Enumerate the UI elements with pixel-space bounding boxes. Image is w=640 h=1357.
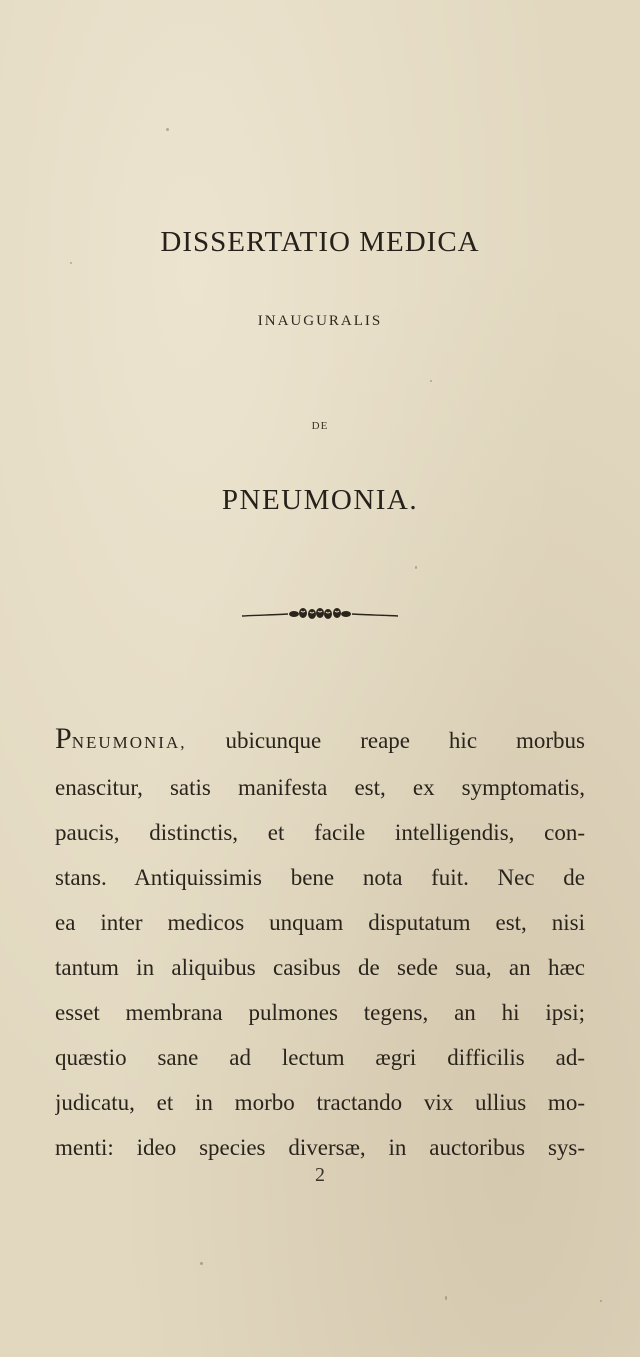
body-line-4: stans. Antiquissimis bene nota fuit. Nec de: [55, 865, 585, 890]
body-line-1: [55, 718, 585, 765]
body-line-6: tantum in aliquibus casibus de sede sua, an hæc: [55, 955, 585, 980]
paper-speck: [600, 1300, 602, 1302]
title-de: DE: [311, 420, 329, 432]
paper-speck: [445, 1296, 447, 1300]
body-line-9: judicatu, et in morbo tractando vix ullius mo-: [55, 1090, 585, 1115]
title-inauguralis: INAUGURALIS: [257, 313, 383, 329]
signature-mark: 2: [315, 1164, 325, 1186]
paper-speck: [166, 128, 169, 131]
paper-speck: [200, 1262, 203, 1265]
paper-speck: [415, 566, 417, 569]
body-line-10: menti: ideo species diversæ, in auctoribus sys-: [55, 1135, 585, 1160]
small-caps-word: NEUMONIA,: [71, 733, 187, 752]
paper-speck: [70, 262, 72, 264]
body-line-8: quæstio sane ad lectum ægri difficilis ad-: [55, 1045, 585, 1070]
title-subject: PNEUMONIA.: [221, 484, 419, 516]
printer-ornament-icon: [240, 603, 400, 627]
body-line-5: ea inter medicos unquam disputatum est, nisi: [55, 910, 585, 935]
paper-speck: [430, 380, 432, 382]
drop-cap: P: [55, 722, 72, 755]
body-line-2: enascitur, satis manifesta est, ex symptomatis,: [55, 775, 585, 800]
body-paragraph: [55, 718, 585, 1170]
body-line-7: esset membrana pulmones tegens, an hi ipsi;: [55, 1000, 585, 1025]
body-line-3: paucis, distinctis, et facile intelligendis, con-: [55, 820, 585, 845]
title-main: DISSERTATIO MEDICA: [160, 226, 480, 258]
line-1-rest: ubicunque reape hic morbus: [186, 728, 585, 753]
